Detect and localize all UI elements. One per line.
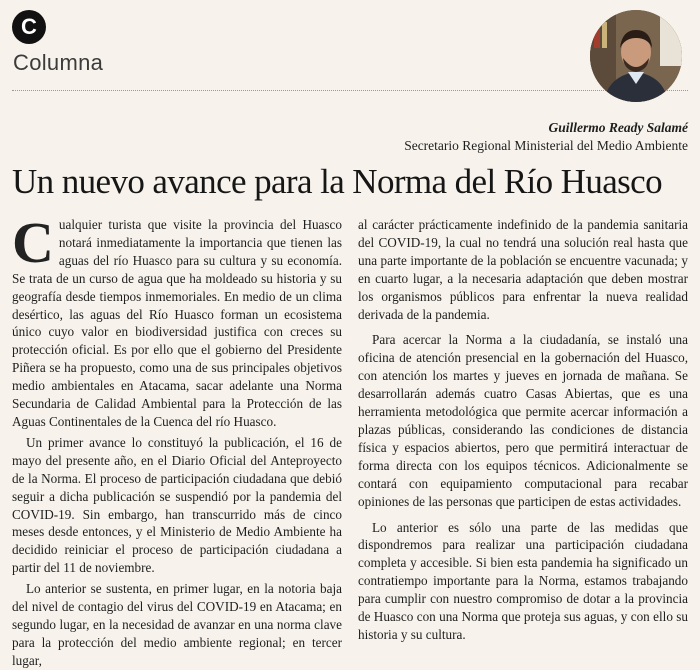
article-paragraph: al carácter prácticamente indefinido de la pandemia sanitaria del COVID-19, la cual no tendrá una solución real hasta que una parte importante de la población se encuentre vacunada; y en cuarto lugar, a la necesaria adaptación que deben mostrar los organismos públicos para enfrentar la nueva realidad derivada de la pandemia. <box>358 217 688 322</box>
author-block <box>404 119 688 155</box>
article-column-left <box>12 210 342 668</box>
author-title: Secretario Regional Ministerial del Medio Ambiente <box>404 138 688 153</box>
section-badge: C <box>12 10 46 44</box>
paragraph-text: ualquier turista que visite la provincia del Huasco notará inmediatamente la importancia que tienen las aguas del río Huasco para su cultura y su economía. Se trata de un curso de agua que ha moldeado su historia y su geografía desde tiempos inmemoriales. En medio de un clima desértico, las aguas del Río Huasco forman un ecosistema único cuyo valor en biodiversidad justifica con creces su protección oficial. Es por ello que el gobierno del Presidente Piñera se ha propuesto, como una de sus principales objetivos medio ambientales en Atacama, sacar adelante una Norma Secundaria de Calidad Ambiental para la Protección de las Aguas Continentales de la Cuenca del río Huasco. <box>12 217 342 429</box>
author-name: Guillermo Ready Salamé <box>548 120 688 135</box>
article-paragraph <box>12 210 342 431</box>
article-body <box>12 210 688 668</box>
article-paragraph: Un primer avance lo constituyó la publicación, el 16 de mayo del presente año, en el Diario Oficial del Anteproyecto de la Norma. El proceso de participación ciudadana que debió seguir a dicha publicación se suspendió por la pandemia del COVID-19. Sin embargo, han transcurrido más de cinco meses desde entonces, y el Ministerio de Medio Ambiente ha decidido reiniciar el proceso de participación ciudadana a partir del 11 de noviembre. <box>12 434 342 576</box>
header-divider <box>12 90 688 91</box>
article-paragraph: Lo anterior es sólo una parte de las medidas que dispondremos para realizar una participación ciudadana completa y accesible. Si bien esta pandemia ha significado un contratiempo importante para la Norma, estamos trabajando para cumplir con nuestro compromiso de dotar a la provincia de Huasco con una Norma que proteja sus aguas, y con ello su historia y su cultura. <box>358 519 688 642</box>
article-column-right <box>358 216 688 642</box>
section-label: Columna <box>13 50 104 75</box>
drop-cap: C <box>12 210 54 275</box>
article-paragraph: Lo anterior se sustenta, en primer lugar, en la notoria baja del nivel de contagio del virus del COVID-19 en Atacama; en segundo lugar, en la necesidad de avanzar en una norma clave para la protección del medio ambiente regional; en tercer lugar, <box>12 581 342 668</box>
author-portrait-icon <box>590 10 682 102</box>
author-photo <box>590 10 682 102</box>
headline: Un nuevo avance para la Norma del Río Huasco <box>12 162 663 201</box>
article-paragraph: Para acercar la Norma a la ciudadanía, se instaló una oficina de atención presencial en la gobernación del Huasco, con atención los martes y jueves en jornada de mañana. Se desarrollarán además cuatro Casas Abiertas, que es una herramienta metodológica que permite acercar información a plazas públicas, considerando las condiciones de distancia física y espacios abiertos, pero que permitirá interactuar de forma directa con los equipos técnicos. Adicionalmente se contará con equipamiento computacional para recabar opiniones de las personas que participen de estas actividades. <box>358 332 688 509</box>
